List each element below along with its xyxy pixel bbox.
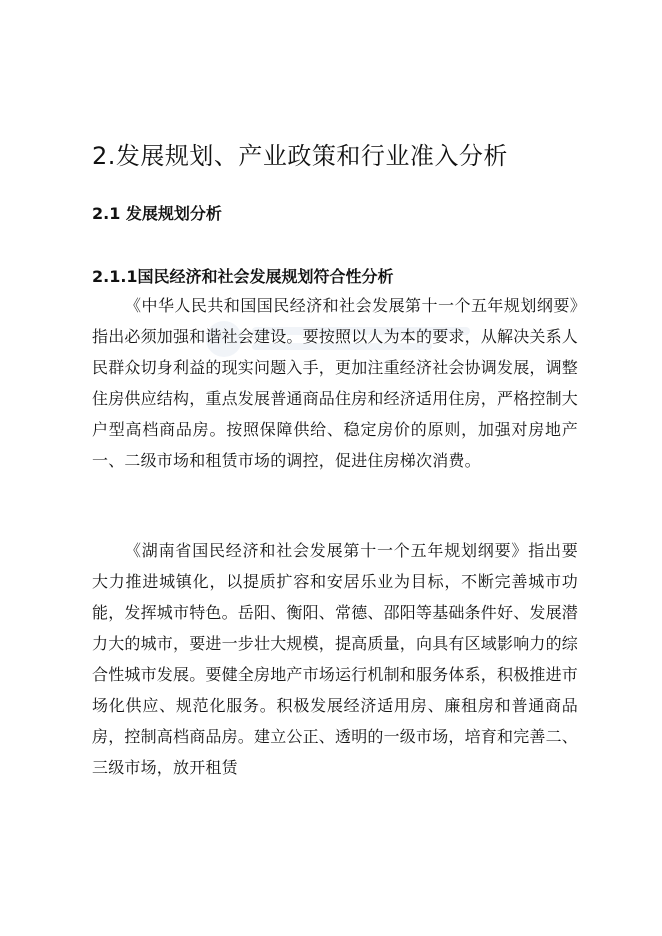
document-heading-level-3: 2.1.1国民经济和社会发展规划符合性分析 <box>92 267 394 286</box>
paragraph-national-plan: 《中华人民共和国国民经济和社会发展第十一个五年规划纲要》指出必须加强和谐社会建设。要按照以人为本的要求，从解决关系人民群众切身利益的现实问题入手，更加注重经济社会协调发展，调整住房供应结构，重点发展普通商品住房和经济适用住房，严格控制大户型高档商品房。按照保障供给、稳定房价的原则，加强对房地产一、二级市场和租赁市场的调控，促进住房梯次消费。 <box>92 296 579 470</box>
paragraph-hunan-plan: 《湖南省国民经济和社会发展第十一个五年规划纲要》指出要大力推进城镇化，以提质扩容和安居乐业为目标，不断完善城市功能，发挥城市特色。岳阳、衡阳、常德、邵阳等基础条件好、发展潜力大的城市，要进一步壮大规模，提高质量，向具有区域影响力的综合性城市发展。要健全房地产市场运行机制和服务体系，积极推进市场化供应、规范化服务。积极发展经济适用房、廉租房和普通商品房，控制高档商品房。建立公正、透明的一级市场，培育和完善二、三级市场，放开租赁 <box>92 541 579 777</box>
document-heading-level-2: 2.1 发展规划分析 <box>92 204 222 223</box>
document-heading-level-1: 2.发展规划、产业政策和行业准入分析 <box>92 142 508 170</box>
